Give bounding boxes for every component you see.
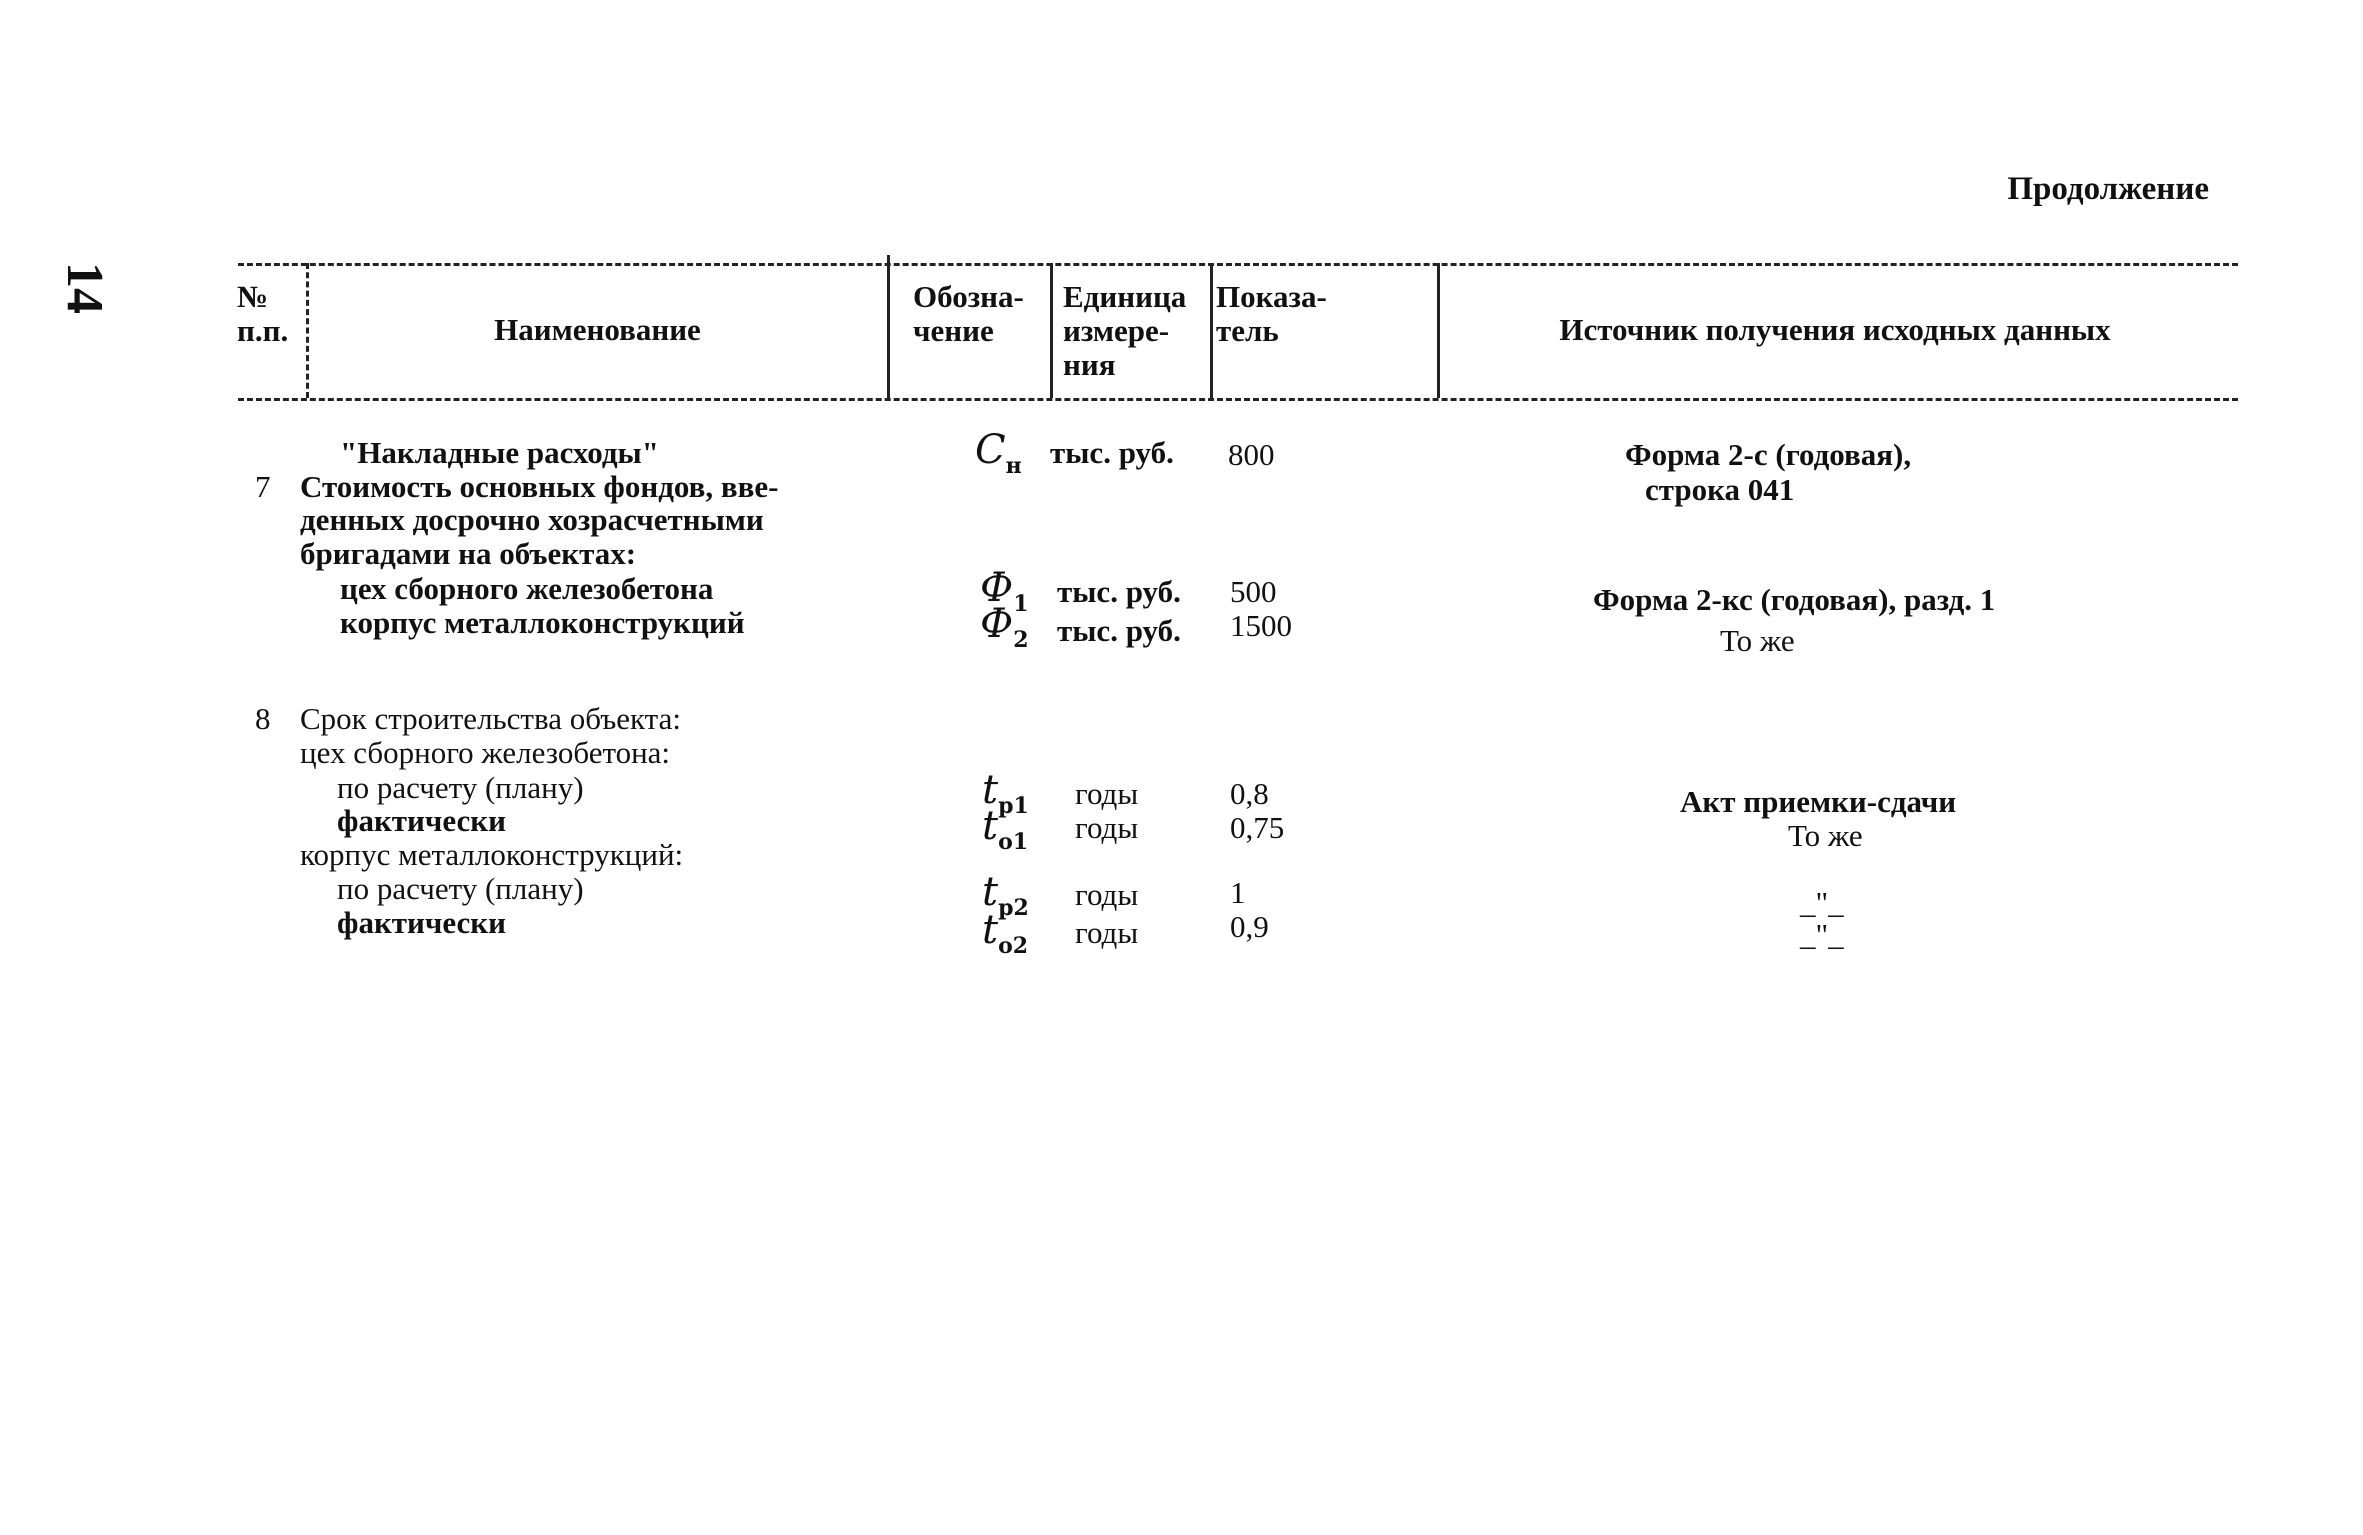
row-4-source: Форма 2-кс (годовая), разд. 1 — [1593, 582, 1996, 617]
row-1-num: 7 — [255, 469, 271, 504]
table-header-bottom-rule — [238, 398, 2238, 401]
header-name: Наименование — [494, 312, 701, 347]
row-11-symbol: $t_{р2}$ — [982, 869, 1029, 921]
row-4-symbol: $Ф_1$ — [980, 565, 1029, 617]
row-12-unit: годы — [1075, 915, 1139, 950]
row-8-value: 0,8 — [1230, 776, 1269, 811]
header-source: Источник получения исходных данных — [1559, 312, 2111, 347]
table-top-rule — [238, 263, 2238, 266]
row-0-name: "Накладные расходы" — [340, 435, 659, 470]
row-4-value: 500 — [1230, 574, 1277, 609]
row-8-source: Акт приемки-сдачи — [1680, 784, 1957, 819]
row-9-value: 0,75 — [1230, 810, 1285, 845]
row-9-symbol: $t_{о1}$ — [982, 803, 1029, 855]
row-11-source: _"_ — [1800, 885, 1844, 920]
row-9-name: фактически — [337, 803, 507, 838]
header-num: № п.п. — [237, 279, 289, 348]
header-unit: Единица измере- ния — [1063, 279, 1187, 382]
row-6-num: 8 — [255, 701, 271, 736]
row-12-value: 0,9 — [1230, 909, 1269, 944]
row-5-name: корпус металлоконструкций — [340, 605, 745, 640]
row-5-source: То же — [1720, 623, 1795, 658]
row-12-symbol: $t_{о2}$ — [982, 907, 1029, 959]
header-designation: Обозна- чение — [913, 279, 1024, 348]
row-7-name: цех сборного железобетона: — [300, 735, 671, 770]
column-divider-designation — [1050, 263, 1053, 398]
column-divider-name — [887, 255, 890, 400]
row-8-symbol: $t_{р1}$ — [982, 767, 1029, 819]
row-4-unit: тыс. руб. — [1057, 574, 1181, 609]
row-8-unit: годы — [1075, 776, 1139, 811]
row-5-value: 1500 — [1230, 608, 1292, 643]
row-3-name: бригадами на объектах: — [300, 536, 637, 571]
row-5-unit: тыс. руб. — [1057, 613, 1181, 648]
row-1-source: строка 041 — [1645, 472, 1795, 507]
continuation-label: Продолжение — [2007, 171, 2209, 207]
row-0-symbol: $C_н$ — [975, 427, 1022, 479]
header-value: Показа- тель — [1216, 279, 1327, 348]
row-9-unit: годы — [1075, 810, 1139, 845]
row-9-source: То же — [1788, 818, 1863, 853]
page-number: 14 — [56, 262, 113, 314]
row-11-value: 1 — [1230, 875, 1246, 910]
column-divider-unit — [1210, 263, 1213, 398]
row-4-name: цех сборного железобетона — [340, 571, 714, 606]
row-5-symbol: $Ф_2$ — [980, 601, 1029, 653]
row-0-value: 800 — [1228, 437, 1275, 472]
row-0-source: Форма 2-с (годовая), — [1625, 437, 1912, 472]
row-8-name: по расчету (плану) — [337, 770, 584, 805]
row-11-name: по расчету (плану) — [337, 871, 584, 906]
row-10-name: корпус металлоконструкций: — [300, 837, 684, 872]
row-12-name: фактически — [337, 905, 507, 940]
row-12-source: _"_ — [1800, 917, 1844, 952]
row-0-unit: тыс. руб. — [1050, 435, 1174, 470]
column-divider-num — [306, 263, 309, 398]
row-1-name: Стоимость основных фондов, вве- — [300, 469, 779, 504]
row-11-unit: годы — [1075, 877, 1139, 912]
row-2-name: денных досрочно хозрасчетными — [300, 502, 764, 537]
row-6-name: Срок строительства объекта: — [300, 701, 681, 736]
